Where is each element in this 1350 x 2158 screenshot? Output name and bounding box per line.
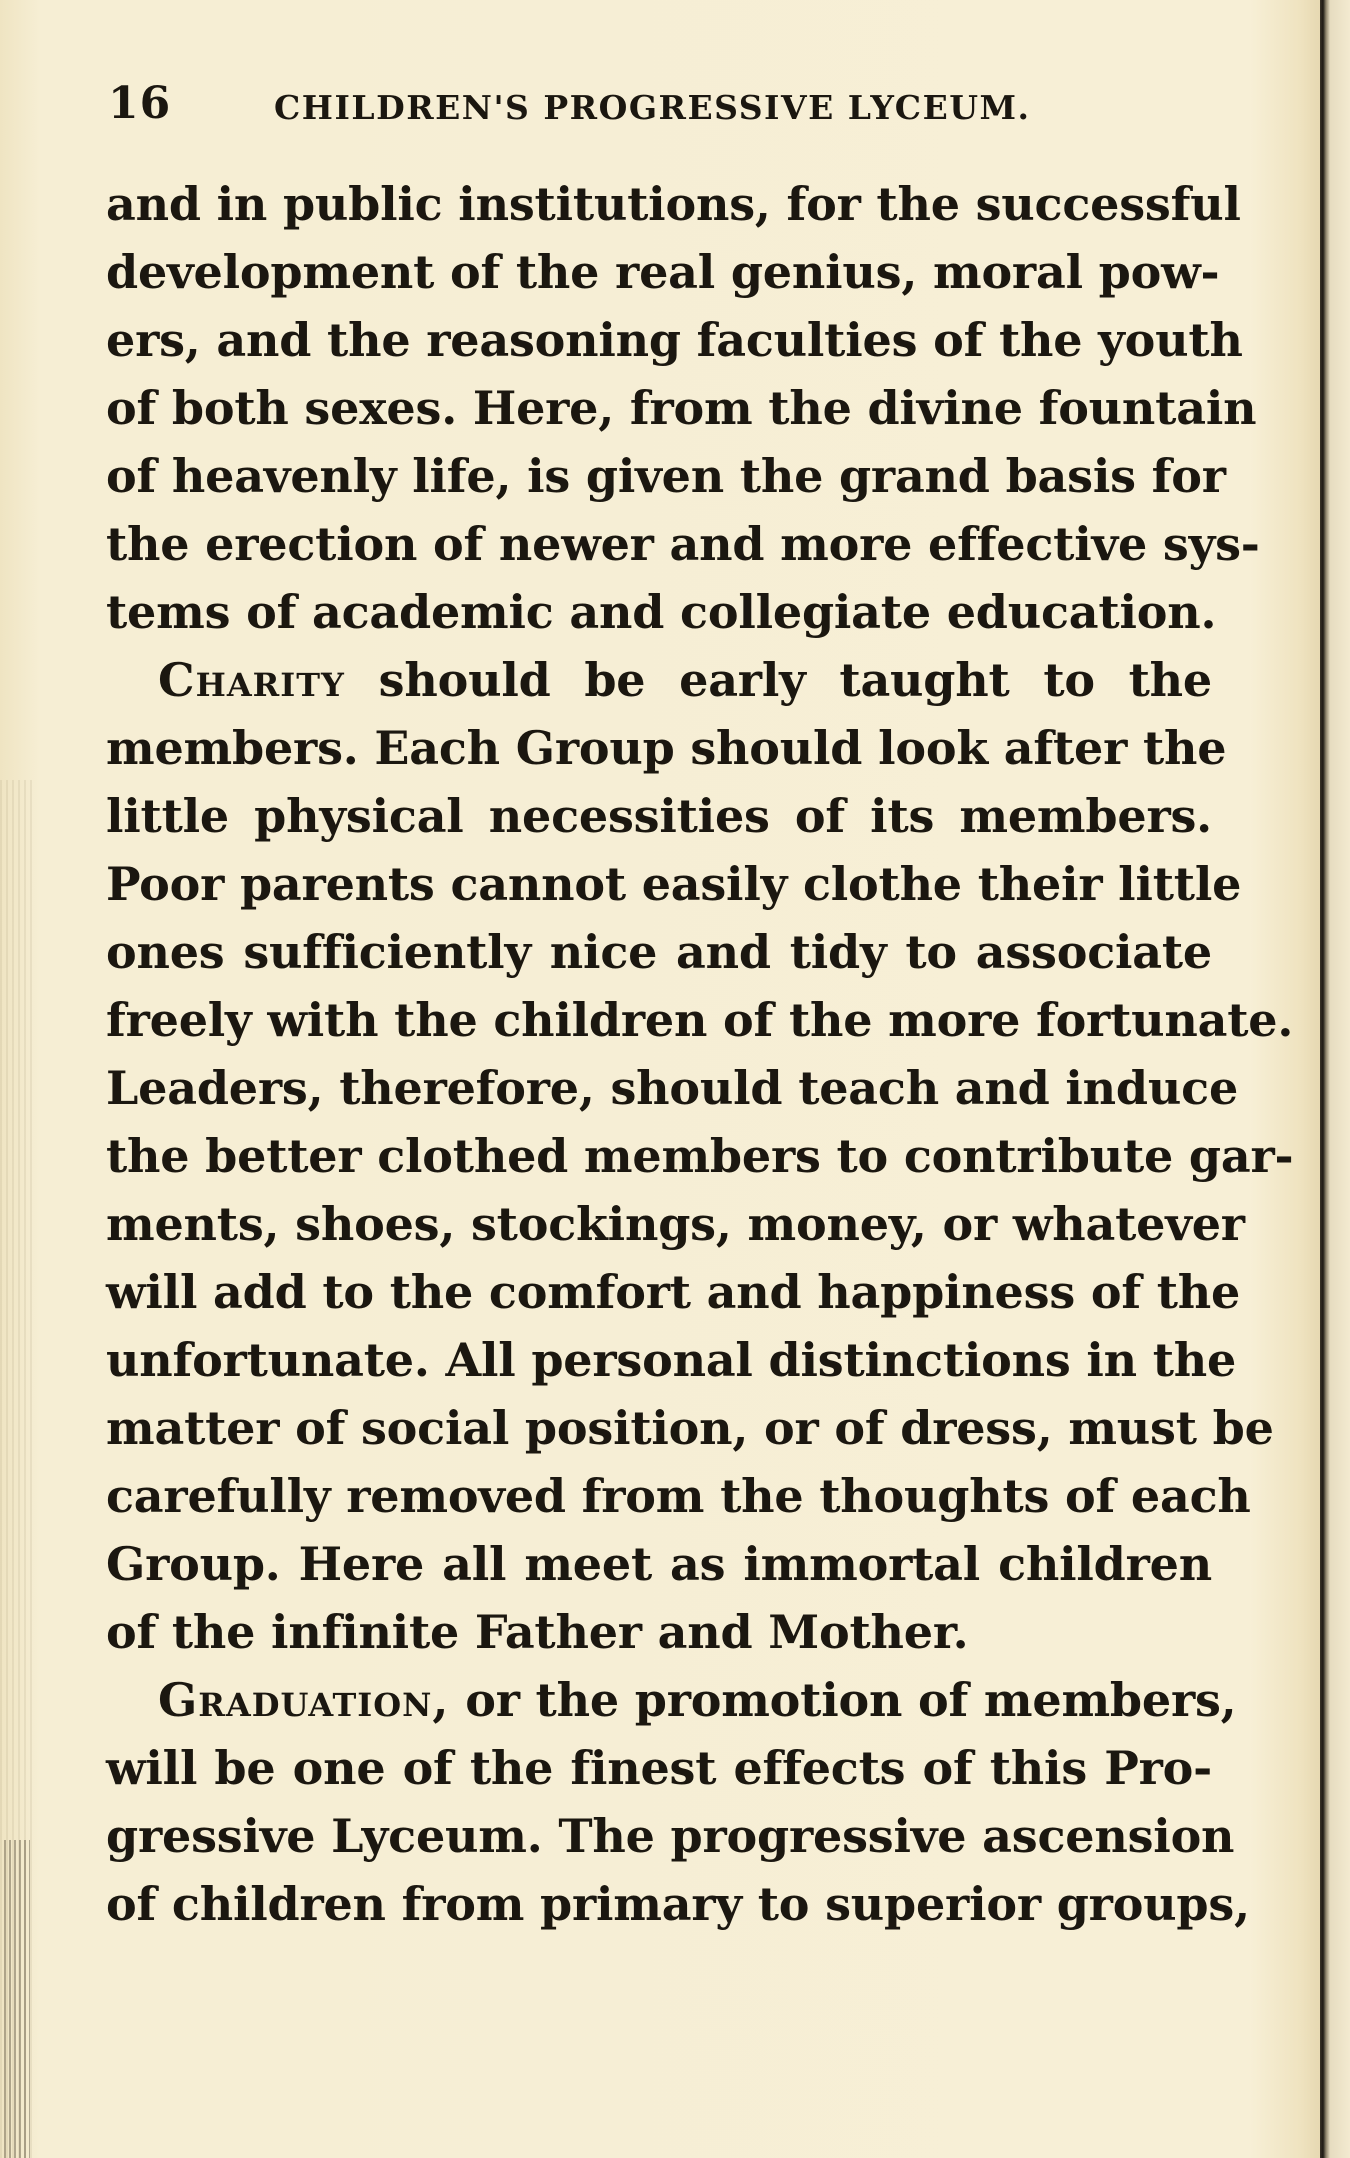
body-text	[106, 170, 1294, 1938]
text-line: the better clothed members to contribute gar-	[106, 1129, 1294, 1183]
text-fragment: should be early taught to the	[378, 653, 1212, 707]
text-line: of heavenly life, is given the grand basis for	[106, 449, 1226, 503]
text-line: will add to the comfort and happiness of the	[106, 1265, 1241, 1319]
text-line: Poor parents cannot easily clothe their little	[106, 857, 1242, 911]
text-line: of children from primary to superior groups,	[106, 1877, 1250, 1931]
paragraph-first-line	[106, 1666, 1237, 1734]
text-line: Leaders, therefore, should teach and induce	[106, 1061, 1239, 1115]
text-line: members. Each Group should look after the	[106, 721, 1227, 775]
text-line: little physical necessities of its members.	[106, 789, 1212, 843]
text-line: ones sufficiently nice and tidy to associate	[106, 925, 1212, 979]
text-line: carefully removed from the thoughts of each	[106, 1469, 1251, 1523]
text-line: matter of social position, or of dress, must be	[106, 1401, 1274, 1455]
text-line: freely with the children of the more fortunate.	[106, 993, 1294, 1047]
text-line: tems of academic and collegiate education.	[106, 585, 1217, 639]
text-line: unfortunate. All personal distinctions in the	[106, 1333, 1237, 1387]
page-edge-lines	[4, 1840, 30, 2158]
running-head: CHILDREN'S PROGRESSIVE LYCEUM.	[274, 88, 1031, 127]
text-line: and in public institutions, for the successful	[106, 177, 1241, 231]
text-line: Group. Here all meet as immortal children	[106, 1537, 1212, 1591]
text-line: ments, shoes, stockings, money, or whatever	[106, 1197, 1245, 1251]
text-line: will be one of the finest effects of this Pro-	[106, 1741, 1212, 1795]
book-spine-edge	[1320, 0, 1350, 2158]
text-line: the erection of newer and more effective sys-	[106, 517, 1260, 571]
text-line: development of the real genius, moral pow-	[106, 245, 1220, 299]
text-line: of both sexes. Here, from the divine fountain	[106, 381, 1257, 435]
paragraph-first-line	[106, 646, 1212, 714]
page-header	[108, 78, 1208, 138]
paragraph-lead-word: Graduation,	[158, 1673, 450, 1727]
paragraph-lead-word: Charity	[158, 653, 345, 707]
text-line: of the infinite Father and Mother.	[106, 1605, 969, 1659]
text-fragment: or the promotion of members,	[465, 1673, 1237, 1727]
text-line: gressive Lyceum. The progressive ascension	[106, 1809, 1235, 1863]
page-number: 16	[108, 78, 172, 129]
text-line: ers, and the reasoning faculties of the youth	[106, 313, 1243, 367]
